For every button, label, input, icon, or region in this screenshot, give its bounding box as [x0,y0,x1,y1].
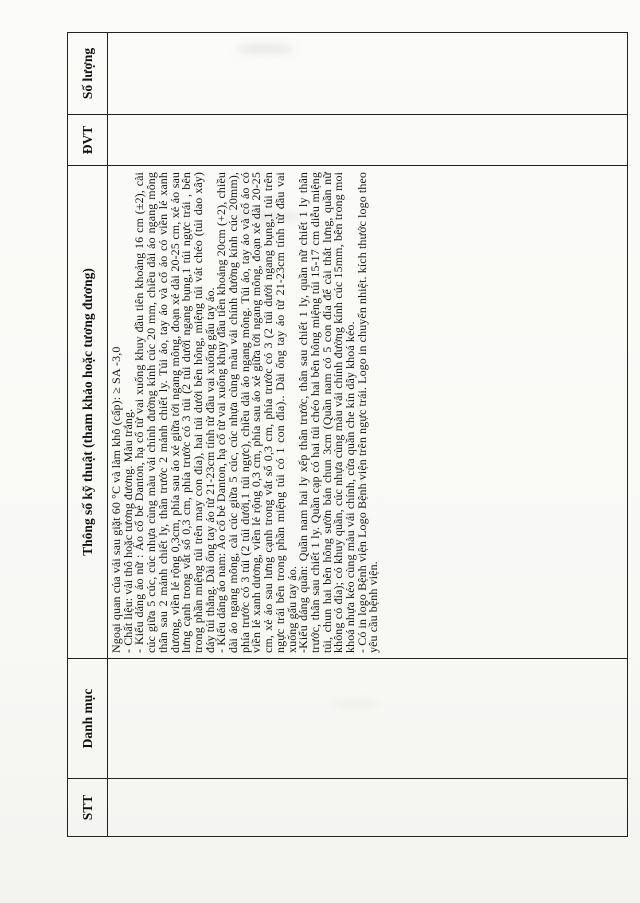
col-header-dvt: ĐVT [68,115,108,166]
spec-paragraph: -Kiểu dáng quần: Quần nam hai ly xếp thân trước, thân sau chiết 1 ly, quần nữ chiết 1 ly thân trước, thân sau chiết 1 ly. Quần cạp có hai túi chéo hai bên hông miệng túi 15-17 cm diễu miệng túi, chun hai bên hông sườn bản chun 3cm (Quần nam có 5 con đỉa để cài thắt lưng, quần nữ không có đỉa); có khuy quần, cúc nhựa cùng màu vải chính đường kính cúc 15mm, bên trong moi khoá nhựa kéo cùng màu vải chính, cửa quần che kín dây khoá kéo. [296,172,358,653]
body-cell-dvt [108,115,628,166]
col-header-thong-so: Thông số kỹ thuật (tham khảo hoặc tương đương) [68,166,108,659]
body-cell-thong-so [108,166,628,659]
rotated-table-region [67,33,628,837]
header-row [68,33,108,837]
spec-paragraph: - Kiểu dáng áo nữ : Áo cổ bẻ Danton, hạ cổ từ vai xuống khuy đầu tiên khoảng 16 cm (±2), cài cúc giữa 5 cúc, cúc nhựa cùng màu vải chính đường kính cúc 20 mm, chiều dài áo ngang mông thân sau 2 mảnh chiết ly, thân trước 2 mảnh chiết ly. Túi áo, tay áo và cổ áo có viền lé xanh dương, viền lé rộng 0,3cm, phía sau áo xẻ giữa tới ngang mông, đoạn xẻ dài 20-25 cm, xẻ áo sau lưng cạnh trong vắt sổ 0,3 cm, phía trước có 3 túi (2 túi dưới ngang bụng,1 túi ngực trái , bên trong phần miệng túi trên may con đỉa), hai túi dưới bên hông, miệng túi vát chéo (túi dao xây) đáy túi thẳng. Dài ống tay áo từ 21-23cm tính từ đầu vai xuống gấu tay áo. [132,172,217,653]
col-header-stt: STT [68,779,108,837]
spec-paragraph: - Chất liệu: vải thô hoặc tương đương. Màu trắng. [120,408,135,653]
table-row [108,33,628,837]
spec-paragraph: - Kiểu dáng áo nam: Áo cổ bẻ Danton, hạ cổ từ vai xuống khuy đầu tiên khoảng 20cm (+2), chiều dài áo ngang mông, cài cúc giữa 5 cúc, cúc nhựa cùng màu vải chính đường kính cúc 20mm), phía trước có 3 túi (2 túi dưới,1 túi ngực), chiều dài áo ngang mông. Túi áo, tay áo và cổ áo có viền lé xanh dương, viền lé rộng 0,3 cm, phía sau áo xẻ giữa tới ngang mông, đoạn xẻ dài 20-25 cm, xẻ áo sau lưng cạnh trong vắt sổ 0,3 cm, phía trước có 3 (2 túi dưới ngang bụng,1 túi trên ngực trái bên trong phần miệng túi có 1 con đỉa).. Dài ống tay áo từ 21-23cm tính từ đầu vai xuống gấu tay áo. [214,172,299,653]
col-header-so-luong: Số lượng [68,33,108,115]
spec-paragraph: Ngoại quan của vải sau giặt 60 °C và làm khô (cấp): ≥ SA -3,0 [109,346,123,653]
body-cell-so-luong [108,33,628,115]
body-cell-stt [108,779,628,837]
spec-paragraph: - Có in logo Bệnh viện Logo Bệnh viện trên ngực trái. Logo in chuyển nhiệt. kích thước logo theo yêu cầu bệnh viện. [354,172,381,653]
col-header-danh-muc: Danh mục [68,659,108,779]
spec-table [67,32,628,837]
landscape-table-canvas [67,33,628,837]
body-cell-danh-muc [108,659,628,779]
